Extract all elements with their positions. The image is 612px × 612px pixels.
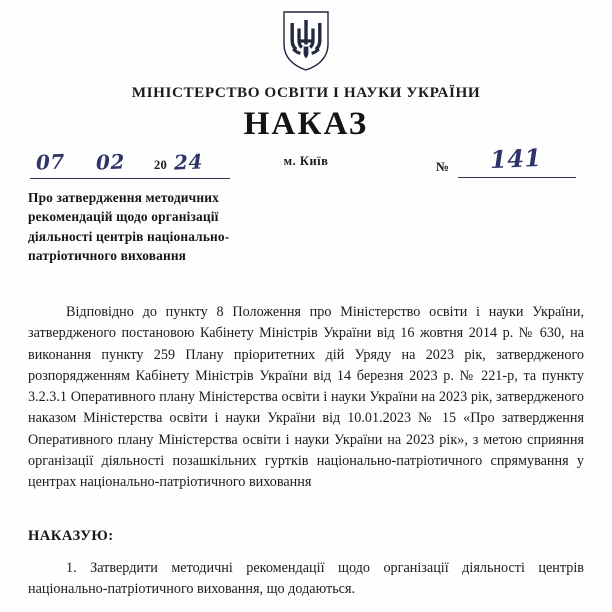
number-underline [458, 177, 576, 178]
body-paragraph: Відповідно до пункту 8 Положення про Міністерство освіти і науки України, затвердженого постановою Кабінету Міністрів України від 16 жовтня 2014 р. № 630, на виконання пункту 259 Плану пріоритетних дій Уряду на 2023 рік, затвердженого розпорядженням Кабінету Міністрів України від 14 березня 2023 р. № 221-р, та пункту 3.2.3.1 Оперативного плану Міністерства освіти і науки України на 2023 рік, затвердженого наказом Міністерства освіти і науки України від 10.01.2023 № 15 «Про затвердження Оперативного плану Міністерства освіти і науки України на 2023 рік», з метою сприяння організації діяльності позашкільних гуртків національно-патріотичного спрямування у центрах національно-патріотичного виховання [28, 304, 584, 491]
ukraine-coat-of-arms-tryzub-icon [282, 10, 330, 72]
document-type-heading: НАКАЗ [243, 106, 369, 142]
document-subject: Про затвердження методичних рекомендацій щодо організації діяльності центрів національно-патріотичного виховання [28, 190, 230, 264]
ministry-name: МІНІСТЕРСТВО ОСВІТИ І НАУКИ УКРАЇНИ [131, 84, 481, 101]
order-directive-label: НАКАЗУЮ: [28, 528, 114, 544]
document-number-field [436, 142, 576, 178]
coat-of-arms-container [0, 10, 612, 72]
date-year-handwritten: 24 [173, 149, 204, 175]
document-body [28, 302, 584, 494]
document-number-handwritten: 141 [489, 142, 543, 175]
date-day-handwritten: 07 [35, 149, 66, 175]
number-sign-label: № [436, 159, 450, 174]
document-meta-row [0, 142, 612, 182]
date-month-handwritten: 02 [95, 149, 126, 175]
date-year-prefix: 20 [154, 158, 168, 172]
clause-item-1: 1. Затвердити методичні рекомендації щодо організації діяльності центрів національно-патріотичного виховання, що додаються. [28, 560, 584, 598]
clause-list [28, 558, 584, 601]
city-label: м. Київ [283, 154, 329, 168]
